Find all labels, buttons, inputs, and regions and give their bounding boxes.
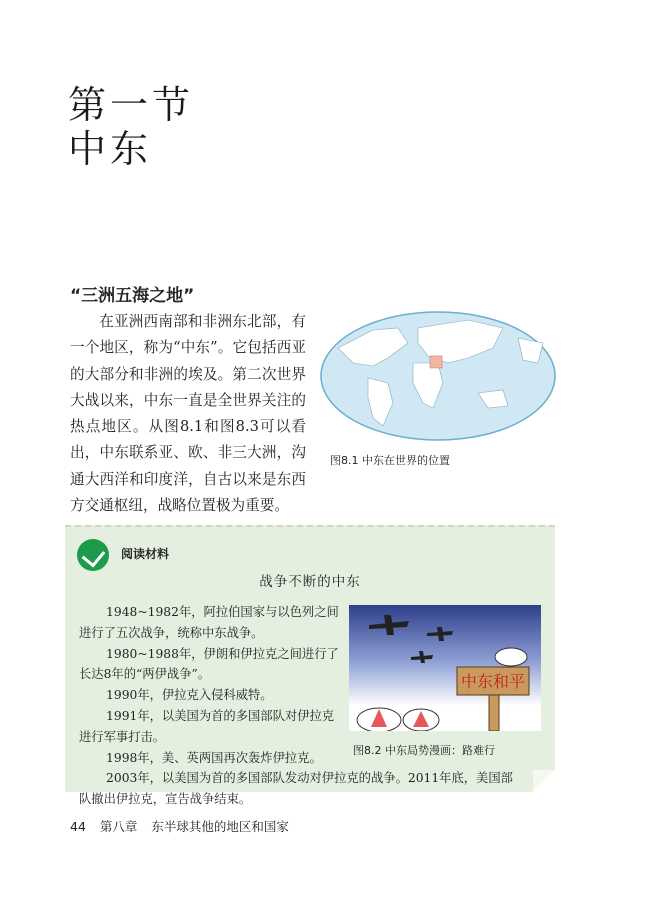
chapter-number: 第八章 bbox=[99, 819, 138, 834]
event-item: 1980~1988年，伊朗和伊拉克之间进行了长达8年的“两伊战争”。 bbox=[79, 646, 339, 682]
plane-icons bbox=[369, 615, 453, 663]
page-number: 44 bbox=[70, 819, 86, 834]
cartoon-illustration bbox=[349, 605, 541, 731]
section-number: 第一节 bbox=[68, 83, 195, 127]
reading-title: 战争不断的中东 bbox=[259, 574, 361, 590]
world-map-figure bbox=[318, 308, 558, 444]
reading-logo-icon bbox=[77, 539, 109, 571]
figure-caption: 图8.2 中东局势漫画：路难行 bbox=[353, 744, 495, 757]
body-paragraph: 在亚洲西南部和非洲东北部，有一个地区，称为“中东”。它包括西亚的大部分和非洲的埃及。第二次世界大战以来，中东一直是全世界关注的热点地区。从图8.1和图8.3可以看出，中东联系亚、欧、非三大洲，沟通大西洋和印度洋，自古以来是东西方交通枢纽，战略位置极为重要。 bbox=[70, 313, 306, 515]
reading-material-box bbox=[65, 525, 555, 807]
page-footer bbox=[70, 817, 299, 835]
chapter-title: 东半球其他的地区和国家 bbox=[151, 819, 289, 834]
event-item: 1990年，伊拉克入侵科威特。 bbox=[106, 688, 273, 703]
dove-icon bbox=[495, 648, 527, 666]
section-title: 中东 bbox=[68, 127, 153, 171]
sign-text: 中东和平 bbox=[460, 672, 526, 691]
figure-caption: 图8.1 中东在世界的位置 bbox=[330, 454, 450, 467]
reading-label: 阅读材料 bbox=[121, 547, 170, 561]
middle-east-highlight bbox=[430, 356, 442, 368]
event-item: 1991年，以美国为首的多国部队对伊拉克进行军事打击。 bbox=[79, 708, 335, 744]
event-item: 1948~1982年，阿拉伯国家与以色列之间进行了五次战争，统称中东战争。 bbox=[79, 605, 339, 640]
event-item: 1998年，美、英两国再次轰炸伊拉克。 bbox=[106, 750, 322, 765]
page-fold-corner bbox=[533, 770, 555, 792]
subheading: “三洲五海之地” bbox=[70, 286, 195, 306]
event-item: 2003年，以美国为首的多国部队发动对伊拉克的战争。2011年底，美国部队撤出伊拉克，宣告战争结束。 bbox=[79, 771, 513, 807]
